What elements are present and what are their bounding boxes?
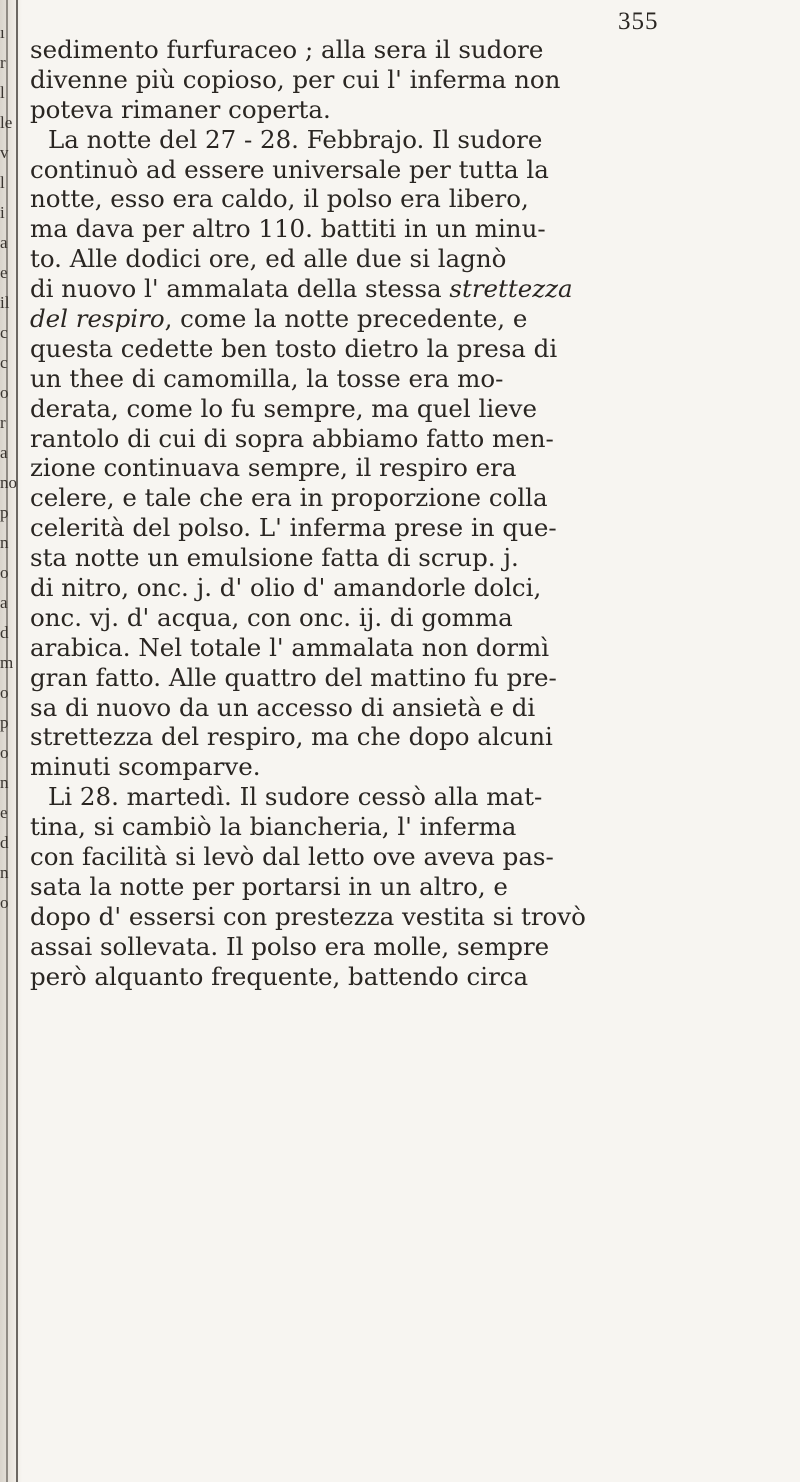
text-fragment: , come la notte precedente, e [164, 304, 528, 334]
gutter-fragment: o [0, 383, 9, 402]
text-line: celere, e tale che era in proporzione colla [30, 483, 548, 513]
text-line: to. Alle dodici ore, ed alle due si lagnò [30, 244, 507, 274]
gutter-fragment: r [0, 53, 6, 72]
text-line: zione continuava sempre, il respiro era [30, 453, 517, 483]
body-text [30, 35, 770, 992]
text-line: continuò ad essere universale per tutta la [30, 154, 549, 184]
text-line: sa di nuovo da un accesso di ansietà e di [30, 692, 536, 722]
text-line: La notte del 27 - 28. Febbrajo. Il sudore [48, 124, 543, 154]
gutter-fragment: i [0, 203, 5, 222]
text-line: notte, esso era caldo, il polso era libero, [30, 184, 529, 214]
text-line: celerità del polso. L' inferma prese in que- [30, 513, 557, 543]
gutter-fragment: e [0, 263, 8, 282]
gutter-fragment: no [0, 473, 17, 492]
text-line: strettezza del respiro, ma che dopo alcuni [30, 722, 553, 752]
text-line: divenne più copioso, per cui l' inferma non [30, 64, 561, 94]
gutter-fragment: n [0, 773, 9, 792]
text-line: con facilità si levò dal letto ove aveva pas- [30, 842, 554, 872]
text-line: poteva rimaner coperta. [30, 94, 331, 124]
text-line: sata la notte per portarsi in un altro, e [30, 871, 508, 901]
gutter-fragment: d [0, 623, 9, 642]
gutter-fragment: a [0, 443, 8, 462]
text-line: sta notte un emulsione fatta di scrup. j. [30, 543, 519, 573]
text-line: un thee di camomilla, la tosse era mo- [30, 363, 504, 393]
gutter-fragment: il [0, 293, 10, 312]
gutter-fragment: a [0, 593, 8, 612]
gutter-fragment: r [0, 413, 6, 432]
gutter-fragment: o [0, 893, 9, 912]
gutter-fragment: c [0, 353, 8, 372]
gutter-fragment: m [0, 653, 14, 672]
text-line: assai sollevata. Il polso era molle, sempre [30, 931, 550, 961]
text-line: dopo d' essersi con prestezza vestita si trovò [30, 901, 586, 931]
gutter-fragment: ı [0, 23, 5, 42]
gutter-fragment: d [0, 833, 9, 852]
italic-phrase: del respiro [30, 304, 165, 334]
gutter-fragment: l [0, 173, 5, 192]
text-line: arabica. Nel totale l' ammalata non dormì [30, 632, 550, 662]
text-line: sedimento furfuraceo ; alla sera il sudore [30, 35, 544, 64]
text-line [30, 304, 770, 334]
text-fragment: di nuovo l' ammalata della stessa [30, 274, 450, 304]
text-line: derata, come lo fu sempre, ma quel lieve [30, 393, 538, 423]
facing-page-fragments [0, 18, 28, 918]
text-line: minuti scomparve. [30, 752, 261, 782]
text-line [30, 274, 770, 304]
text-line: questa cedette ben tosto dietro la presa di [30, 333, 558, 363]
text-line: tina, si cambiò la biancheria, l' inferma [30, 812, 517, 842]
italic-phrase: strettezza [449, 274, 573, 304]
gutter-fragment: n [0, 863, 9, 882]
text-line: Li 28. martedì. Il sudore cessò alla mat- [48, 782, 543, 812]
gutter-fragment: c [0, 323, 8, 342]
gutter-fragment: p [0, 503, 9, 522]
gutter-fragment: o [0, 563, 9, 582]
page-gutter [0, 0, 22, 1482]
gutter-fragment: e [0, 803, 8, 822]
text-line: ma dava per altro 110. battiti in un minu- [30, 214, 546, 244]
gutter-fragment: p [0, 713, 9, 732]
gutter-fragment: n [0, 533, 9, 552]
text-line: onc. vj. d' acqua, con onc. ij. di gomma [30, 602, 513, 632]
page-number: 355 [618, 8, 659, 35]
gutter-fragment: l [0, 83, 5, 102]
text-line: gran fatto. Alle quattro del mattino fu pre- [30, 662, 557, 692]
gutter-fragment: o [0, 743, 9, 762]
gutter-fragment: v [0, 143, 9, 162]
gutter-fragment: a [0, 233, 8, 252]
gutter-fragment: o [0, 683, 9, 702]
gutter-fragment: le [0, 113, 13, 132]
text-line: di nitro, onc. j. d' olio d' amandorle dolci, [30, 573, 542, 603]
text-line: rantolo di cui di sopra abbiamo fatto men- [30, 423, 554, 453]
text-line: però alquanto frequente, battendo circa [30, 961, 529, 991]
